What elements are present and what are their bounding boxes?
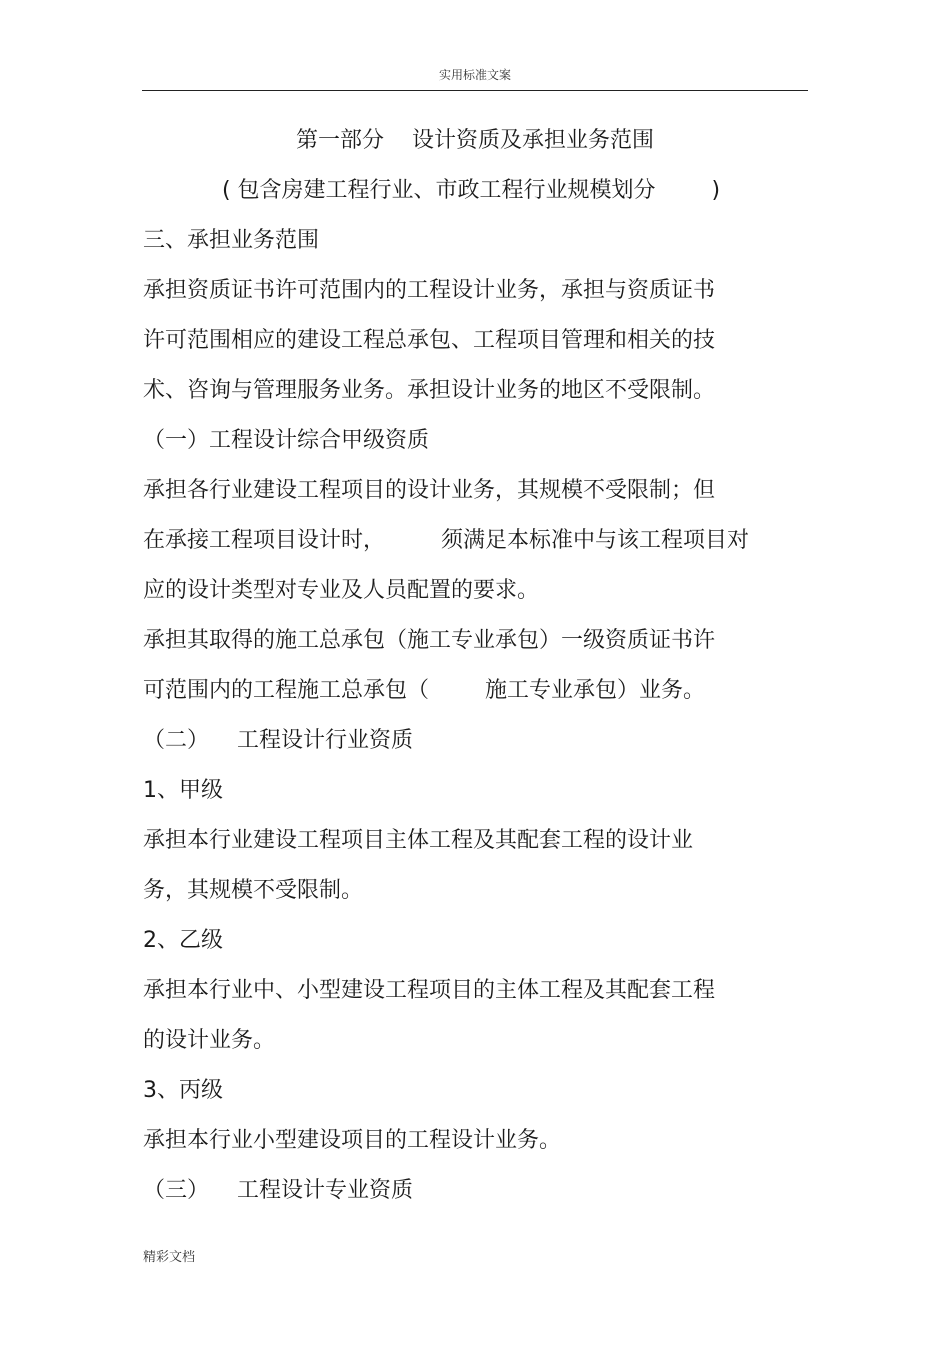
body-line: 1、甲级 xyxy=(143,778,223,803)
body-line: 3、丙级 xyxy=(143,1078,223,1103)
body-line: 务，其规模不受限制。 xyxy=(143,878,364,903)
body-line: 术、咨询与管理服务业务。承担设计业务的地区不受限制。 xyxy=(143,378,716,403)
body-line: （三） 工程设计专业资质 xyxy=(143,1178,413,1203)
body-line: 的设计业务。 xyxy=(143,1028,276,1053)
body-line: 应的设计类型对专业及人员配置的要求。 xyxy=(143,578,540,603)
section-subtitle: ( 包含房建工程行业、市政工程行业规模划分 ) xyxy=(221,178,721,203)
page-header: 实用标准文案 xyxy=(438,68,511,82)
section-title: 第一部分 设计资质及承担业务范围 xyxy=(296,128,654,153)
body-line: 承担本行业中、小型建设工程项目的主体工程及其配套工程 xyxy=(143,978,716,1003)
body-line: 承担本行业小型建设项目的工程设计业务。 xyxy=(143,1128,562,1153)
body-line: 许可范围相应的建设工程总承包、工程项目管理和相关的技 xyxy=(143,328,716,353)
body-line: 在承接工程项目设计时， 须满足本标准中与该工程项目对 xyxy=(143,528,749,553)
body-line: （二） 工程设计行业资质 xyxy=(143,728,413,753)
body-line: 承担资质证书许可范围内的工程设计业务，承担与资质证书 xyxy=(143,278,716,303)
body-line: 2、乙级 xyxy=(143,928,223,953)
body-line: （一）工程设计综合甲级资质 xyxy=(143,428,430,453)
header-rule xyxy=(142,90,808,91)
body-line: 承担其取得的施工总承包（施工专业承包）一级资质证书许 xyxy=(143,628,716,653)
page-footer: 精彩文档 xyxy=(143,1250,196,1265)
body-line: 三、承担业务范围 xyxy=(143,228,320,253)
body-line: 承担本行业建设工程项目主体工程及其配套工程的设计业 xyxy=(143,828,694,853)
body-line: 可范围内的工程施工总承包（ 施工专业承包）业务。 xyxy=(143,678,705,703)
body-line: 承担各行业建设工程项目的设计业务，其规模不受限制；但 xyxy=(143,478,716,503)
